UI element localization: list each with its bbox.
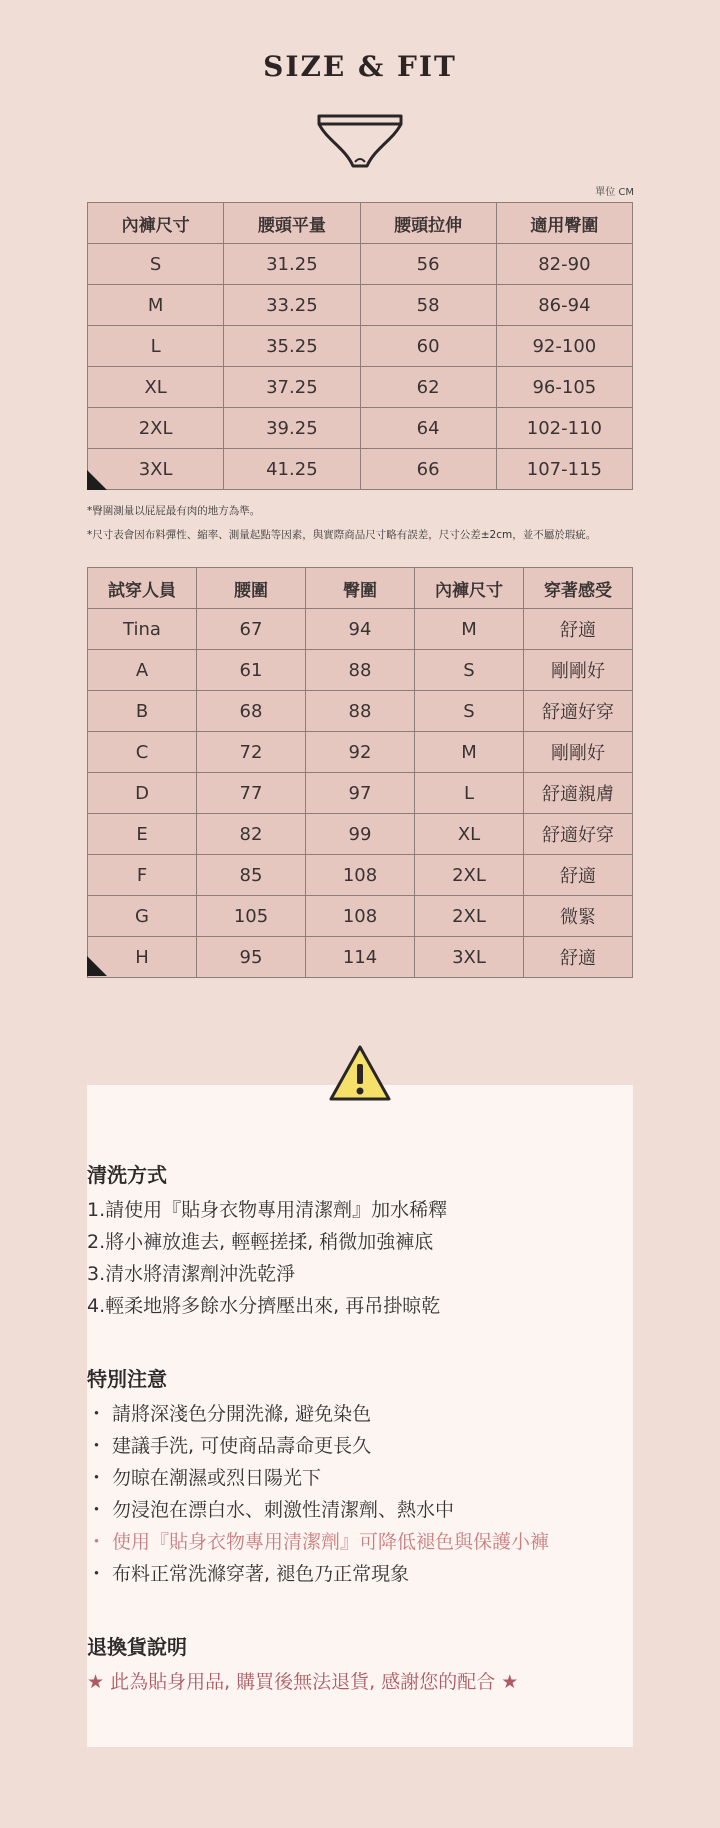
table-cell: 114 — [306, 937, 415, 978]
header-cell: 臀圍 — [306, 568, 415, 609]
notice-title: 特別注意 — [87, 1367, 167, 1391]
wash-step: 2.將小褲放進去, 輕輕搓揉, 稍微加強褲底 — [87, 1231, 434, 1253]
table-cell: 舒適親膚 — [524, 773, 633, 814]
table-cell: 舒適 — [524, 937, 633, 978]
table-row — [88, 773, 633, 814]
table-cell: 2XL — [415, 896, 524, 937]
table-cell: 92-100 — [496, 326, 632, 367]
table-cell: 33.25 — [224, 285, 360, 326]
table-cell: 61 — [197, 650, 306, 691]
briefs-icon — [315, 110, 405, 175]
table-cell: 99 — [306, 814, 415, 855]
notice-item: ・ 布料正常洗滌穿著, 褪色乃正常現象 — [87, 1563, 410, 1585]
table-cell: 60 — [360, 326, 496, 367]
header-cell: 腰頭平量 — [224, 203, 360, 244]
header-cell: 內褲尺寸 — [415, 568, 524, 609]
table-cell: Tina — [88, 609, 197, 650]
table-cell: M — [88, 285, 224, 326]
table-cell: L — [88, 326, 224, 367]
table-cell: 剛剛好 — [524, 650, 633, 691]
table-cell: 37.25 — [224, 367, 360, 408]
wash-title: 清洗方式 — [87, 1163, 167, 1187]
table-row — [88, 449, 633, 490]
table-cell: C — [88, 732, 197, 773]
table-cell: 92 — [306, 732, 415, 773]
notice-item: ・ 勿浸泡在漂白水、刺激性清潔劑、熱水中 — [87, 1499, 455, 1521]
header-cell: 適用臀圍 — [496, 203, 632, 244]
unit-label: 單位 CM — [595, 187, 634, 198]
table-cell: 95 — [197, 937, 306, 978]
table-cell: 剛剛好 — [524, 732, 633, 773]
table-cell: M — [415, 609, 524, 650]
table-cell: 68 — [197, 691, 306, 732]
corner-fold-icon — [87, 956, 107, 976]
table-row — [88, 285, 633, 326]
header-cell: 腰圍 — [197, 568, 306, 609]
table-row — [88, 855, 633, 896]
corner-fold-icon — [87, 470, 107, 490]
table-cell: 39.25 — [224, 408, 360, 449]
table-cell: S — [415, 691, 524, 732]
table-cell: 2XL — [88, 408, 224, 449]
table-cell: 102-110 — [496, 408, 632, 449]
table-row — [88, 732, 633, 773]
size-table-header — [88, 203, 633, 244]
size-table — [87, 202, 633, 490]
table-cell: F — [88, 855, 197, 896]
tester-table-header — [88, 568, 633, 609]
table-cell: 舒適 — [524, 855, 633, 896]
table-cell: A — [88, 650, 197, 691]
table-cell: 66 — [360, 449, 496, 490]
page-title: SIZE & FIT — [263, 50, 457, 83]
header-cell: 穿著感受 — [524, 568, 633, 609]
notice-item-highlight: ・ 使用『貼身衣物專用清潔劑』可降低褪色與保護小褲 — [87, 1531, 550, 1553]
table-cell: 88 — [306, 650, 415, 691]
table-row — [88, 814, 633, 855]
table-cell: 舒適好穿 — [524, 814, 633, 855]
table-row — [88, 650, 633, 691]
table-cell: 86-94 — [496, 285, 632, 326]
wash-step: 1.請使用『貼身衣物專用清潔劑』加水稀釋 — [87, 1199, 448, 1221]
table-row — [88, 937, 633, 978]
table-cell: 77 — [197, 773, 306, 814]
table-cell: S — [415, 650, 524, 691]
tester-table — [87, 567, 633, 978]
notice-item: ・ 勿晾在潮濕或烈日陽光下 — [87, 1467, 322, 1489]
table-cell: XL — [415, 814, 524, 855]
table-row — [88, 244, 633, 285]
table-cell: M — [415, 732, 524, 773]
table-cell: 72 — [197, 732, 306, 773]
table-cell: 108 — [306, 896, 415, 937]
table-cell: 35.25 — [224, 326, 360, 367]
table-cell: 56 — [360, 244, 496, 285]
table-cell: 82 — [197, 814, 306, 855]
table-row — [88, 896, 633, 937]
header-cell: 試穿人員 — [88, 568, 197, 609]
table-cell: 3XL — [88, 449, 224, 490]
return-title: 退換貨說明 — [87, 1635, 187, 1659]
table-cell: D — [88, 773, 197, 814]
table-cell: B — [88, 691, 197, 732]
table-cell: 97 — [306, 773, 415, 814]
table-cell: 82-90 — [496, 244, 632, 285]
table-row — [88, 691, 633, 732]
table-cell: 58 — [360, 285, 496, 326]
note-tolerance: *尺寸表會因布料彈性、縮率、測量起點等因素，與實際商品尺寸略有誤差，尺寸公差±2cm，並不屬於瑕疵。 — [87, 529, 597, 541]
table-cell: 2XL — [415, 855, 524, 896]
header-cell: 腰頭拉伸 — [360, 203, 496, 244]
table-cell: L — [415, 773, 524, 814]
table-cell: H — [88, 937, 197, 978]
table-cell: 舒適好穿 — [524, 691, 633, 732]
table-cell: G — [88, 896, 197, 937]
table-cell: S — [88, 244, 224, 285]
table-cell: 107-115 — [496, 449, 632, 490]
table-cell: E — [88, 814, 197, 855]
header-cell: 內褲尺寸 — [88, 203, 224, 244]
notice-item: ・ 請將深淺色分開洗滌, 避免染色 — [87, 1403, 372, 1425]
table-cell: 微緊 — [524, 896, 633, 937]
table-cell: 96-105 — [496, 367, 632, 408]
table-cell: 85 — [197, 855, 306, 896]
care-instructions-box — [87, 1085, 633, 1747]
notice-item: ・ 建議手洗, 可使商品壽命更長久 — [87, 1435, 372, 1457]
wash-step: 3.清水將清潔劑沖洗乾淨 — [87, 1263, 296, 1285]
wash-step: 4.輕柔地將多餘水分擠壓出來, 再吊掛晾乾 — [87, 1295, 441, 1317]
warning-icon — [328, 1044, 392, 1102]
return-notice: ★ 此為貼身用品, 購買後無法退貨, 感謝您的配合 ★ — [87, 1671, 519, 1693]
table-cell: 31.25 — [224, 244, 360, 285]
table-cell: 62 — [360, 367, 496, 408]
table-cell: 88 — [306, 691, 415, 732]
table-cell: 3XL — [415, 937, 524, 978]
table-row — [88, 408, 633, 449]
table-cell: 舒適 — [524, 609, 633, 650]
table-cell: 94 — [306, 609, 415, 650]
table-row — [88, 367, 633, 408]
table-cell: 64 — [360, 408, 496, 449]
table-cell: 105 — [197, 896, 306, 937]
table-cell: 108 — [306, 855, 415, 896]
table-cell: 41.25 — [224, 449, 360, 490]
table-cell: XL — [88, 367, 224, 408]
table-row — [88, 609, 633, 650]
note-hip: *臀圍測量以屁屁最有肉的地方為準。 — [87, 505, 261, 517]
table-cell: 67 — [197, 609, 306, 650]
table-row — [88, 326, 633, 367]
